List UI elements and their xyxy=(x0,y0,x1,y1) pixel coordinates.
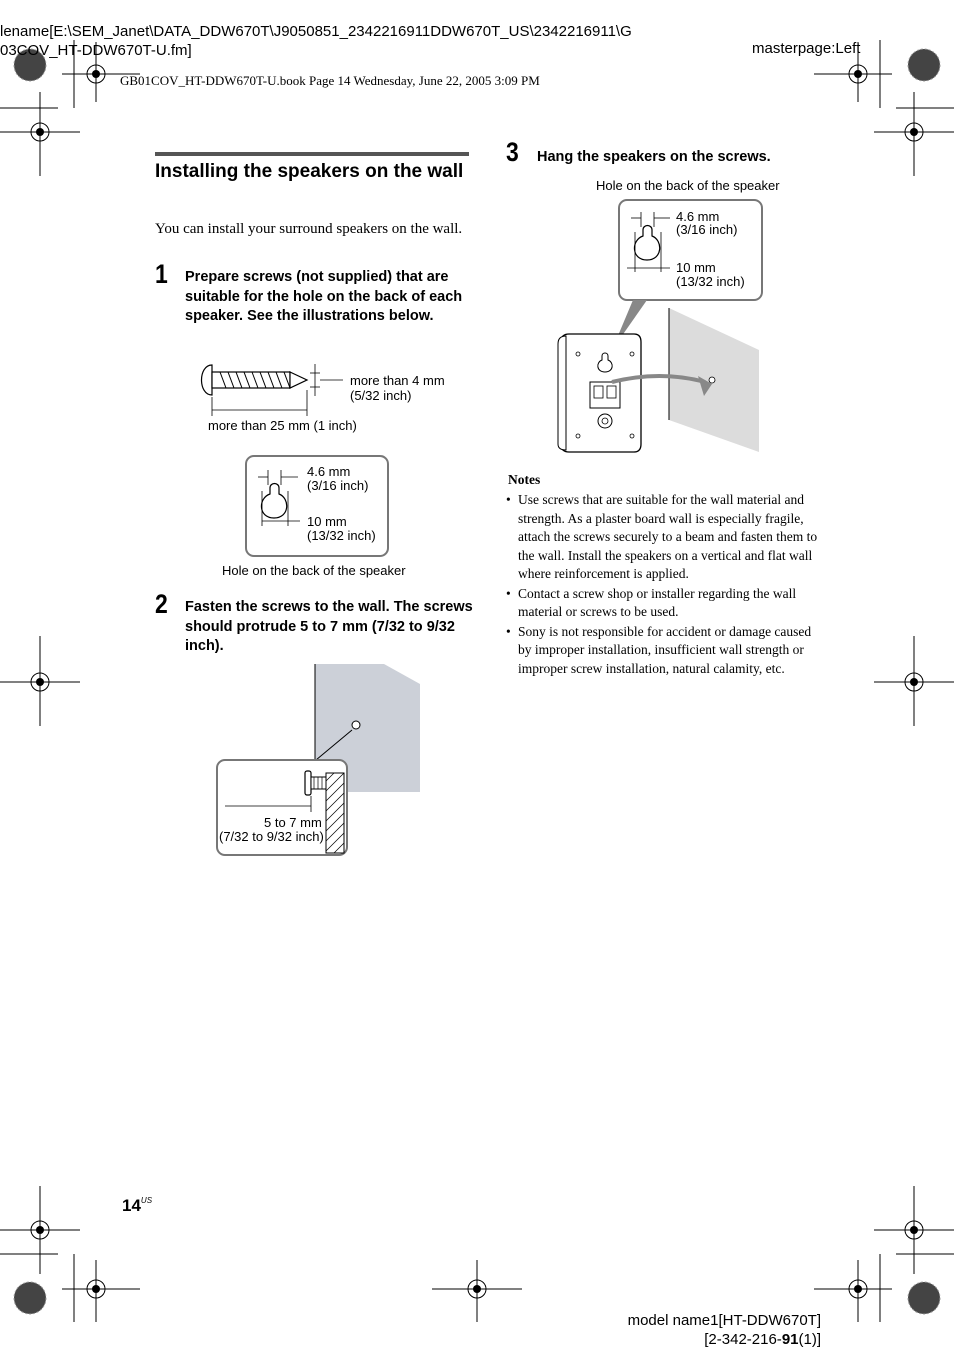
note-item: • Contact a screw shop or installer regarding the wall material or screws to be used. xyxy=(506,585,797,619)
section-title: Installing the speakers on the wall xyxy=(155,161,464,182)
hole-caption: Hole on the back of the speaker xyxy=(222,563,406,578)
step-1-number: 1 xyxy=(155,259,168,289)
hang-bottom-label-1: 10 mm xyxy=(676,260,716,275)
step-3-number: 3 xyxy=(506,137,519,167)
screw-head-label-1: more than 4 mm xyxy=(350,373,445,388)
page-number-value: 14 xyxy=(122,1196,141,1215)
model-line-2 xyxy=(560,1330,821,1349)
book-info-line: GB01COV_HT-DDW670T-U.book Page 14 Wednesday, June 22, 2005 3:09 PM xyxy=(120,73,540,88)
intro-paragraph: You can install your surround speakers on the wall. xyxy=(155,221,463,237)
screw-length-label: more than 25 mm (1 inch) xyxy=(208,418,357,433)
hole-bottom-label-1: 10 mm xyxy=(307,514,347,529)
page-number-suffix: US xyxy=(140,1196,153,1205)
note-text: Sony is not responsible for accident or damage caused by improper installation, insufficient wall strength or improper screw installation, natural calamity, etc. xyxy=(518,623,812,676)
notes-heading: Notes xyxy=(508,472,541,487)
model-code-bold: 91 xyxy=(781,1331,799,1348)
step-2-number: 2 xyxy=(155,589,168,619)
hole-bottom-label-2: (13/32 inch) xyxy=(307,528,376,543)
step-1-text: Prepare screws (not supplied) that are suitable for the hole on the back of each speaker. See the illustrations below. xyxy=(185,269,463,324)
model-footer xyxy=(560,1311,821,1349)
hole-top-label-2: (3/16 inch) xyxy=(307,478,369,493)
model-code-prefix: [2-342-216- xyxy=(704,1331,782,1348)
model-code-suffix: (1)] xyxy=(798,1331,821,1348)
page-number xyxy=(122,1196,152,1216)
hang-bottom-label-2: (13/32 inch) xyxy=(676,274,745,289)
masterpage-label: masterpage:Left xyxy=(752,40,861,57)
filename-line-1: lename[E:\SEM_Janet\DATA_DDW670T\J9050851_2342216911DDW670T_US\2342216911\G xyxy=(0,23,632,40)
step-3-text: Hang the speakers on the screws. xyxy=(537,149,771,165)
filename-line-2: 03COV_HT-DDW670T-U.fm] xyxy=(0,42,192,59)
hang-caption: Hole on the back of the speaker xyxy=(596,178,780,193)
note-item: • Use screws that are suitable for the wall material and strength. As a plaster board wall is especially fragile, attach the screws securely to a beam and fasten them to the wall. Install the speakers on a vertical and flat wall where reinforcement is applied. xyxy=(506,492,818,581)
protrude-label-1: 5 to 7 mm xyxy=(264,815,322,830)
note-text: Contact a screw shop or installer regarding the wall material or screws to be used. xyxy=(518,585,797,619)
notes-list xyxy=(506,491,826,679)
step-2-text: Fasten the screws to the wall. The screws should protrude 5 to 7 mm (7/32 to 9/32 inch). xyxy=(185,599,473,654)
protrude-label-2: (7/32 to 9/32 inch) xyxy=(219,829,324,844)
hang-top-label-1: 4.6 mm xyxy=(676,209,720,224)
hang-top-label-2: (3/16 inch) xyxy=(676,222,738,237)
note-text: Use screws that are suitable for the wall material and strength. As a plaster board wall is especially fragile, attach the screws securely to a beam and fasten them to the wall. Install the speakers on a vertical and flat wall where reinforcement is applied. xyxy=(518,492,818,581)
screw-head-label-2: (5/32 inch) xyxy=(350,388,412,403)
hole-top-label-1: 4.6 mm xyxy=(307,464,351,479)
note-item: • Sony is not responsible for accident or damage caused by improper installation, insufficient wall strength or improper screw installation, natural calamity, etc. xyxy=(506,623,812,676)
model-line-1: model name1[HT-DDW670T] xyxy=(627,1312,821,1329)
